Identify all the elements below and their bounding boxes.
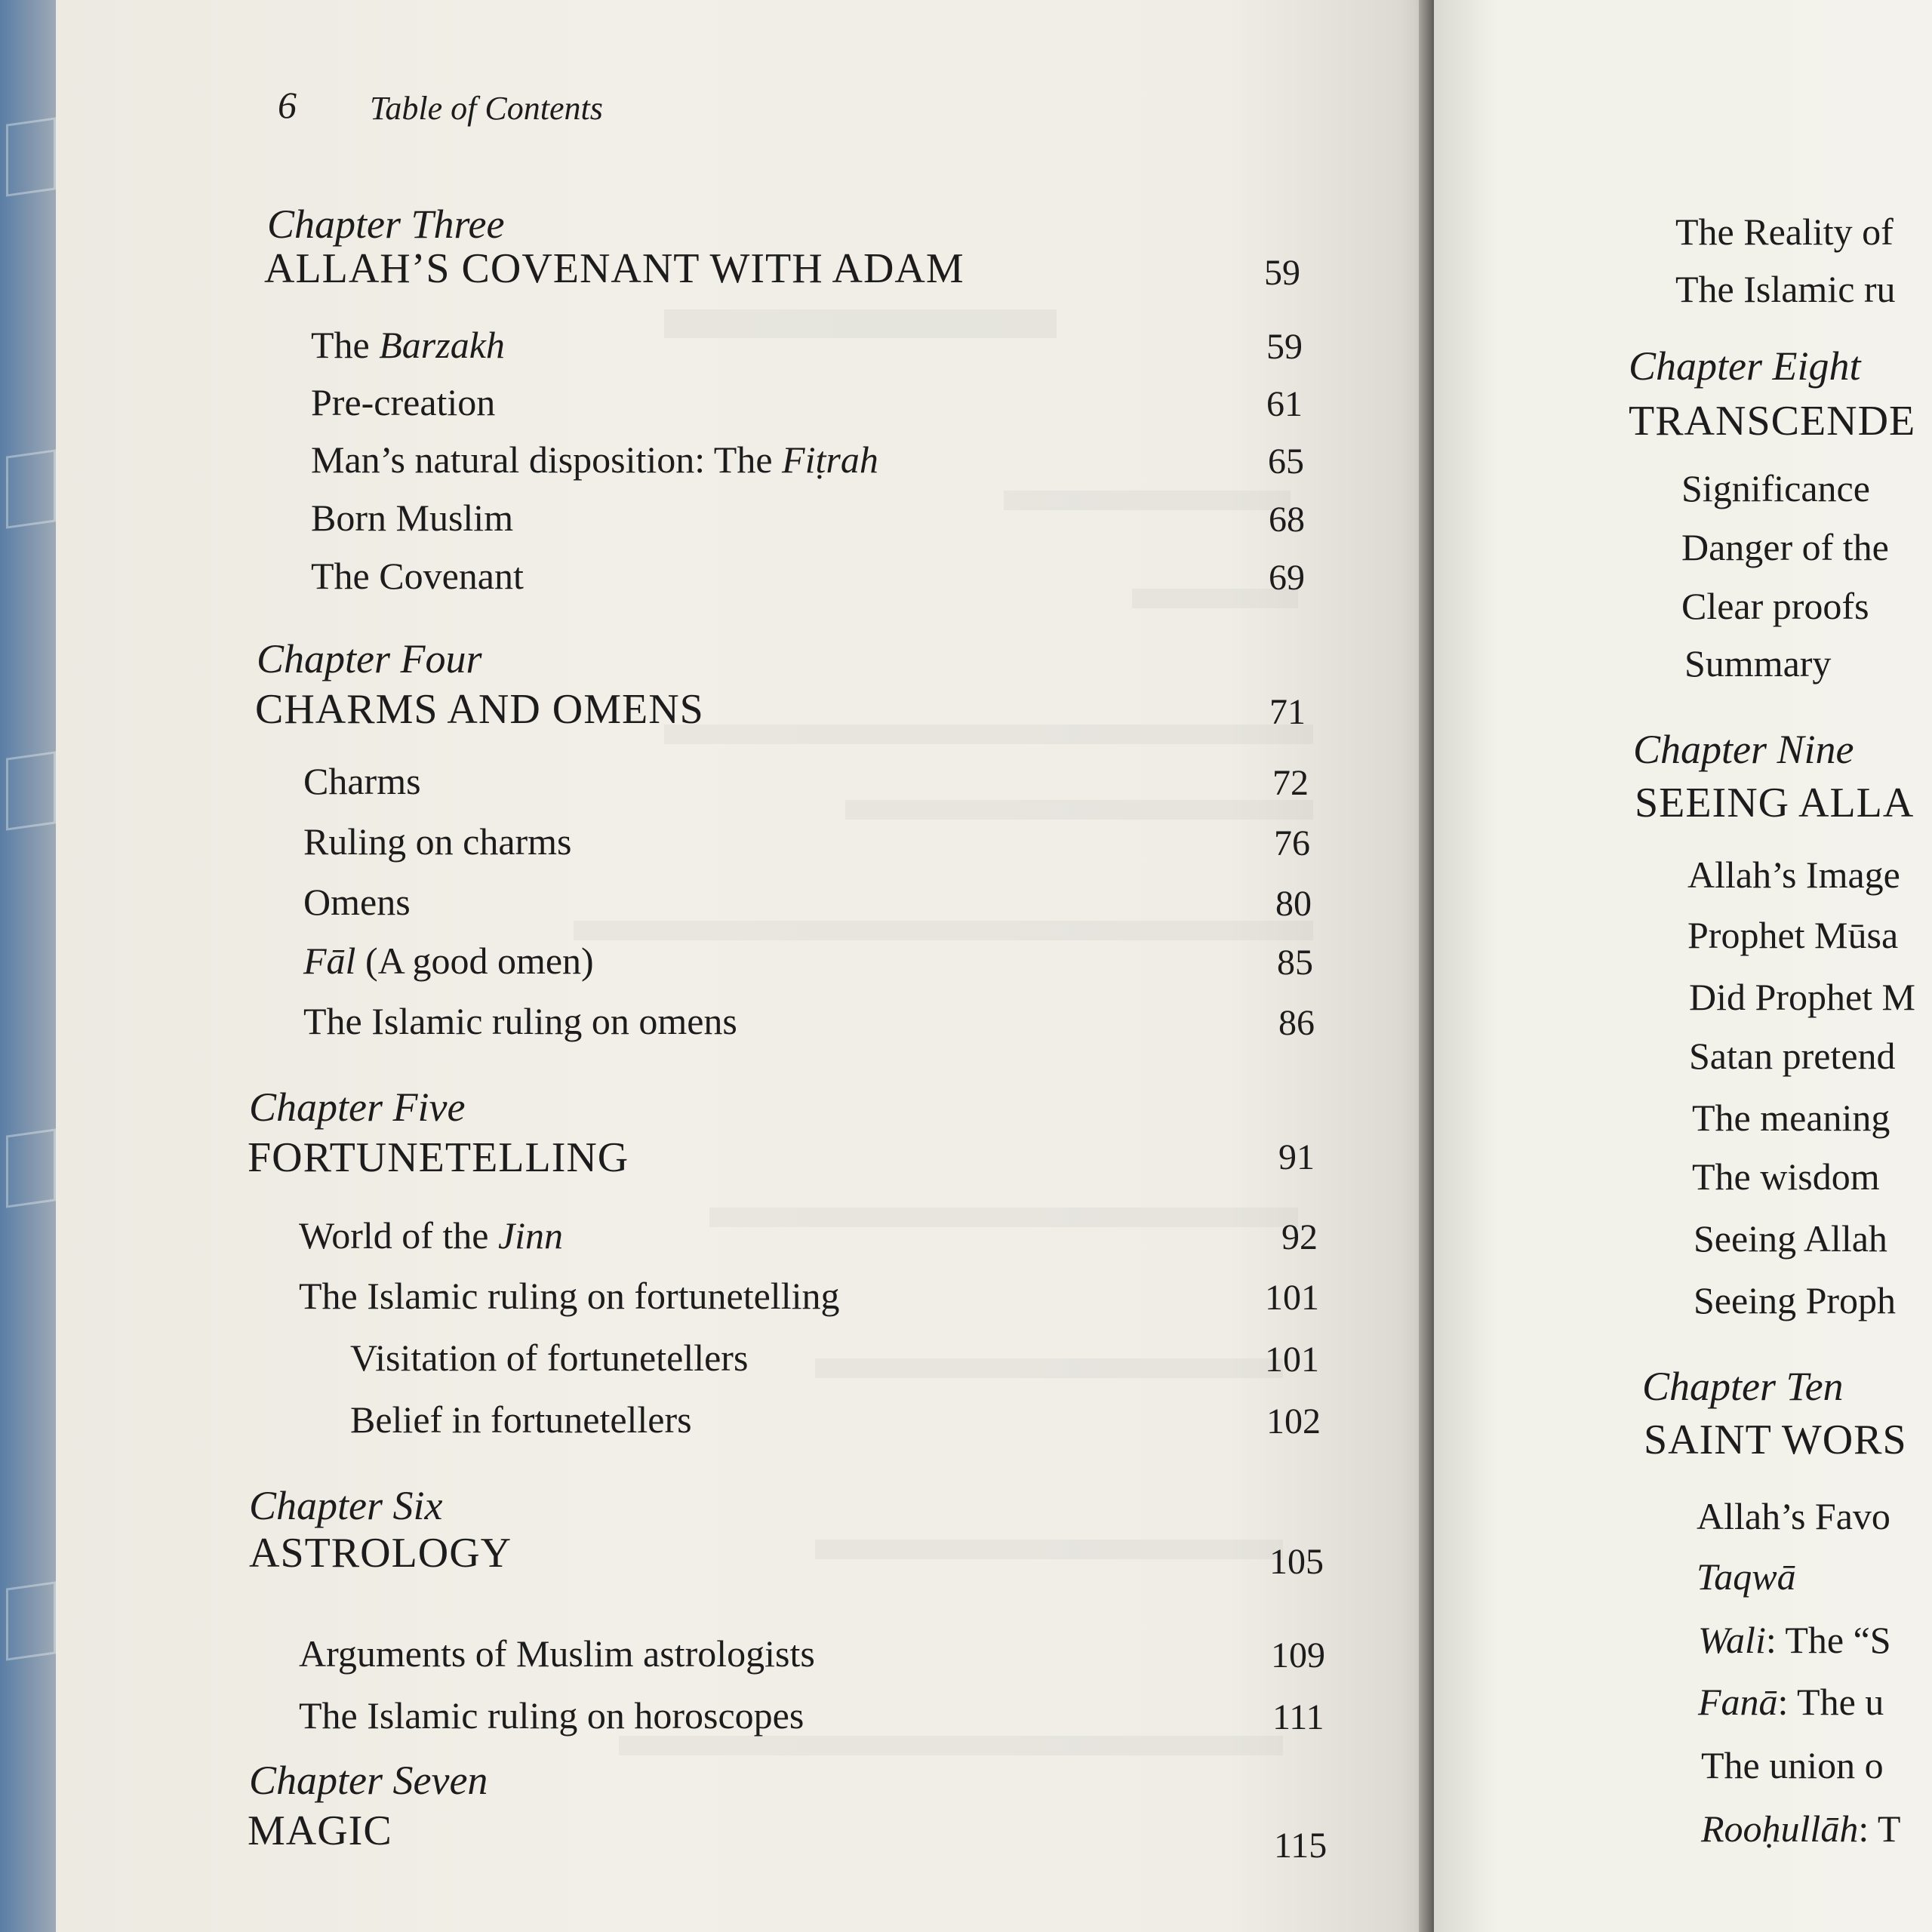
entry-text: The meaning	[1692, 1097, 1890, 1139]
toc-entry	[1687, 916, 1898, 954]
entry-text: The Islamic ruling on omens	[303, 1000, 737, 1042]
entry-text: Ruling on charms	[303, 820, 572, 863]
entry-text: The union o	[1701, 1744, 1884, 1786]
chapter-title: ASTROLOGY	[249, 1530, 512, 1577]
chapter-label: Chapter Three	[267, 202, 505, 247]
entry-page-number: 72	[1272, 763, 1309, 803]
toc-entry	[1689, 978, 1915, 1016]
toc-entry	[311, 499, 513, 537]
entry-italic-text: Fāl	[303, 940, 356, 982]
entry-text: Pre-creation	[311, 381, 496, 423]
entry-text: Prophet Mūsa	[1687, 914, 1899, 956]
entry-page-number: 59	[1266, 327, 1303, 367]
chapter-title	[1629, 398, 1916, 445]
page-number: 6	[278, 84, 297, 126]
entry-text: The Islamic ru	[1675, 268, 1896, 310]
chapter-label	[1633, 729, 1854, 770]
toc-entry	[1697, 1555, 1796, 1598]
entry-italic-text: Chapter Ten	[1642, 1364, 1844, 1409]
chapter-title: CHARMS AND OMENS	[255, 686, 704, 733]
chapter-title: MAGIC	[248, 1807, 392, 1854]
running-title: Table of Contents	[370, 90, 603, 127]
entry-text: Did Prophet M	[1689, 976, 1915, 1018]
toc-entry	[303, 820, 572, 863]
entry-text: SAINT WORS	[1644, 1417, 1907, 1463]
entry-page-number: 68	[1269, 500, 1305, 540]
chapter-page-number: 71	[1269, 692, 1306, 732]
entry-page-number: 69	[1269, 558, 1305, 598]
entry-text: Man’s natural disposition: The	[311, 438, 783, 481]
entry-text: : T	[1858, 1807, 1901, 1850]
toc-entry	[1694, 1281, 1896, 1319]
toc-entry	[303, 942, 594, 980]
entry-text: (A good omen)	[355, 940, 594, 982]
chapter-label	[1629, 343, 1861, 389]
toc-entry	[1684, 642, 1832, 685]
chapter-label: Chapter Five	[249, 1084, 466, 1130]
entry-page-number: 101	[1265, 1278, 1319, 1318]
entry-text: Significance	[1681, 467, 1870, 509]
entry-text: Seeing Allah	[1694, 1217, 1887, 1260]
toc-entry	[1675, 213, 1894, 251]
entry-page-number: 85	[1277, 943, 1313, 983]
chapter-title: FORTUNETELLING	[248, 1134, 629, 1181]
entry-text: The wisdom	[1692, 1155, 1880, 1198]
background-pattern	[6, 117, 56, 196]
entry-text: Visitation of fortunetellers	[350, 1337, 749, 1379]
chapter-page-number: 91	[1278, 1137, 1315, 1177]
entry-text: Allah’s Image	[1687, 854, 1900, 896]
toc-entry	[311, 557, 524, 595]
toc-entry	[1701, 1807, 1901, 1850]
entry-page-number: 86	[1278, 1003, 1315, 1043]
toc-entry	[299, 1214, 564, 1257]
toc-entry	[1698, 1621, 1891, 1659]
toc-entry	[350, 1398, 692, 1441]
entry-italic-text: Barzakh	[379, 324, 505, 366]
book-gutter	[1419, 0, 1434, 1932]
entry-text: Allah’s Favo	[1697, 1495, 1890, 1537]
toc-entry	[1694, 1217, 1887, 1260]
chapter-title	[1635, 782, 1914, 824]
toc-entry	[1692, 1155, 1880, 1198]
toc-entry	[299, 1632, 815, 1675]
toc-entry	[1675, 270, 1896, 308]
entry-page-number: 80	[1275, 884, 1312, 924]
toc-entry	[311, 383, 495, 421]
entry-page-number: 76	[1274, 823, 1310, 863]
chapter-page-number: 59	[1264, 253, 1300, 293]
entry-text: Arguments of Muslim astrologists	[299, 1632, 815, 1675]
entry-text: The Covenant	[311, 555, 524, 597]
entry-text: SEEING ALLA	[1635, 780, 1915, 826]
toc-entry	[311, 326, 505, 364]
chapter-title	[1644, 1419, 1907, 1461]
toc-entry	[1681, 528, 1889, 566]
chapter-label: Chapter Six	[249, 1483, 443, 1528]
toc-entry	[303, 1002, 737, 1040]
chapter-title: ALLAH’S COVENANT WITH ADAM	[264, 245, 964, 292]
toc-entry	[1701, 1746, 1884, 1784]
toc-entry	[1681, 469, 1870, 507]
entry-text: Born Muslim	[311, 497, 514, 539]
entry-text: Danger of the	[1681, 526, 1889, 568]
toc-entry	[299, 1694, 804, 1737]
toc-entry	[1692, 1099, 1890, 1137]
entry-text: Charms	[303, 760, 421, 802]
entry-page-number: 111	[1272, 1697, 1324, 1737]
entry-page-number: 101	[1265, 1340, 1319, 1380]
toc-entry	[350, 1339, 748, 1377]
entry-text: TRANSCENDE	[1629, 398, 1916, 445]
background-edge	[0, 0, 60, 1932]
chapter-page-number: 115	[1274, 1826, 1327, 1866]
entry-italic-text: Taqwā	[1697, 1555, 1796, 1598]
chapter-label: Chapter Seven	[249, 1758, 488, 1803]
toc-entry	[1681, 587, 1869, 625]
entry-italic-text: Rooḥullāh	[1701, 1807, 1859, 1850]
entry-text: : The u	[1777, 1681, 1884, 1723]
toc-entry	[1687, 856, 1900, 894]
entry-text: The Islamic ruling on horoscopes	[299, 1694, 804, 1737]
background-pattern	[6, 449, 56, 528]
entry-text: The Islamic ruling on fortunetelling	[299, 1275, 840, 1317]
toc-entry	[1697, 1497, 1890, 1535]
entry-text: Clear proofs	[1681, 585, 1869, 627]
entry-page-number: 65	[1268, 441, 1304, 481]
entry-italic-text: Fanā	[1698, 1681, 1778, 1723]
chapter-label: Chapter Four	[257, 636, 482, 681]
entry-text: Omens	[303, 881, 411, 923]
entry-page-number: 92	[1281, 1217, 1318, 1257]
entry-text: World of the	[299, 1214, 498, 1257]
chapter-label	[1642, 1366, 1844, 1407]
toc-entry	[311, 438, 878, 481]
entry-italic-text: Chapter Eight	[1629, 343, 1861, 389]
entry-italic-text: Fiṭrah	[782, 438, 878, 481]
entry-text: : The “S	[1765, 1619, 1891, 1661]
toc-entry	[299, 1277, 839, 1315]
toc-entry	[1689, 1037, 1896, 1075]
entry-italic-text: Wali	[1698, 1619, 1766, 1661]
toc-entry	[303, 762, 421, 800]
background-pattern	[6, 751, 56, 830]
entry-text: The Reality of	[1675, 211, 1894, 253]
entry-italic-text: Jinn	[497, 1214, 564, 1257]
entry-page-number: 109	[1271, 1635, 1325, 1675]
entry-page-number: 102	[1266, 1401, 1321, 1441]
entry-text: Satan pretend	[1689, 1035, 1896, 1077]
background-pattern	[6, 1128, 56, 1208]
entry-text: Summary	[1684, 642, 1832, 685]
entry-page-number: 61	[1266, 384, 1303, 424]
entry-italic-text: Chapter Nine	[1633, 727, 1854, 772]
entry-text: The	[311, 324, 380, 366]
toc-entry	[303, 883, 411, 921]
entry-text: Belief in fortunetellers	[350, 1398, 692, 1441]
chapter-page-number: 105	[1269, 1542, 1324, 1582]
toc-entry	[1698, 1683, 1884, 1721]
entry-text: Seeing Proph	[1694, 1279, 1897, 1321]
background-pattern	[6, 1581, 56, 1660]
